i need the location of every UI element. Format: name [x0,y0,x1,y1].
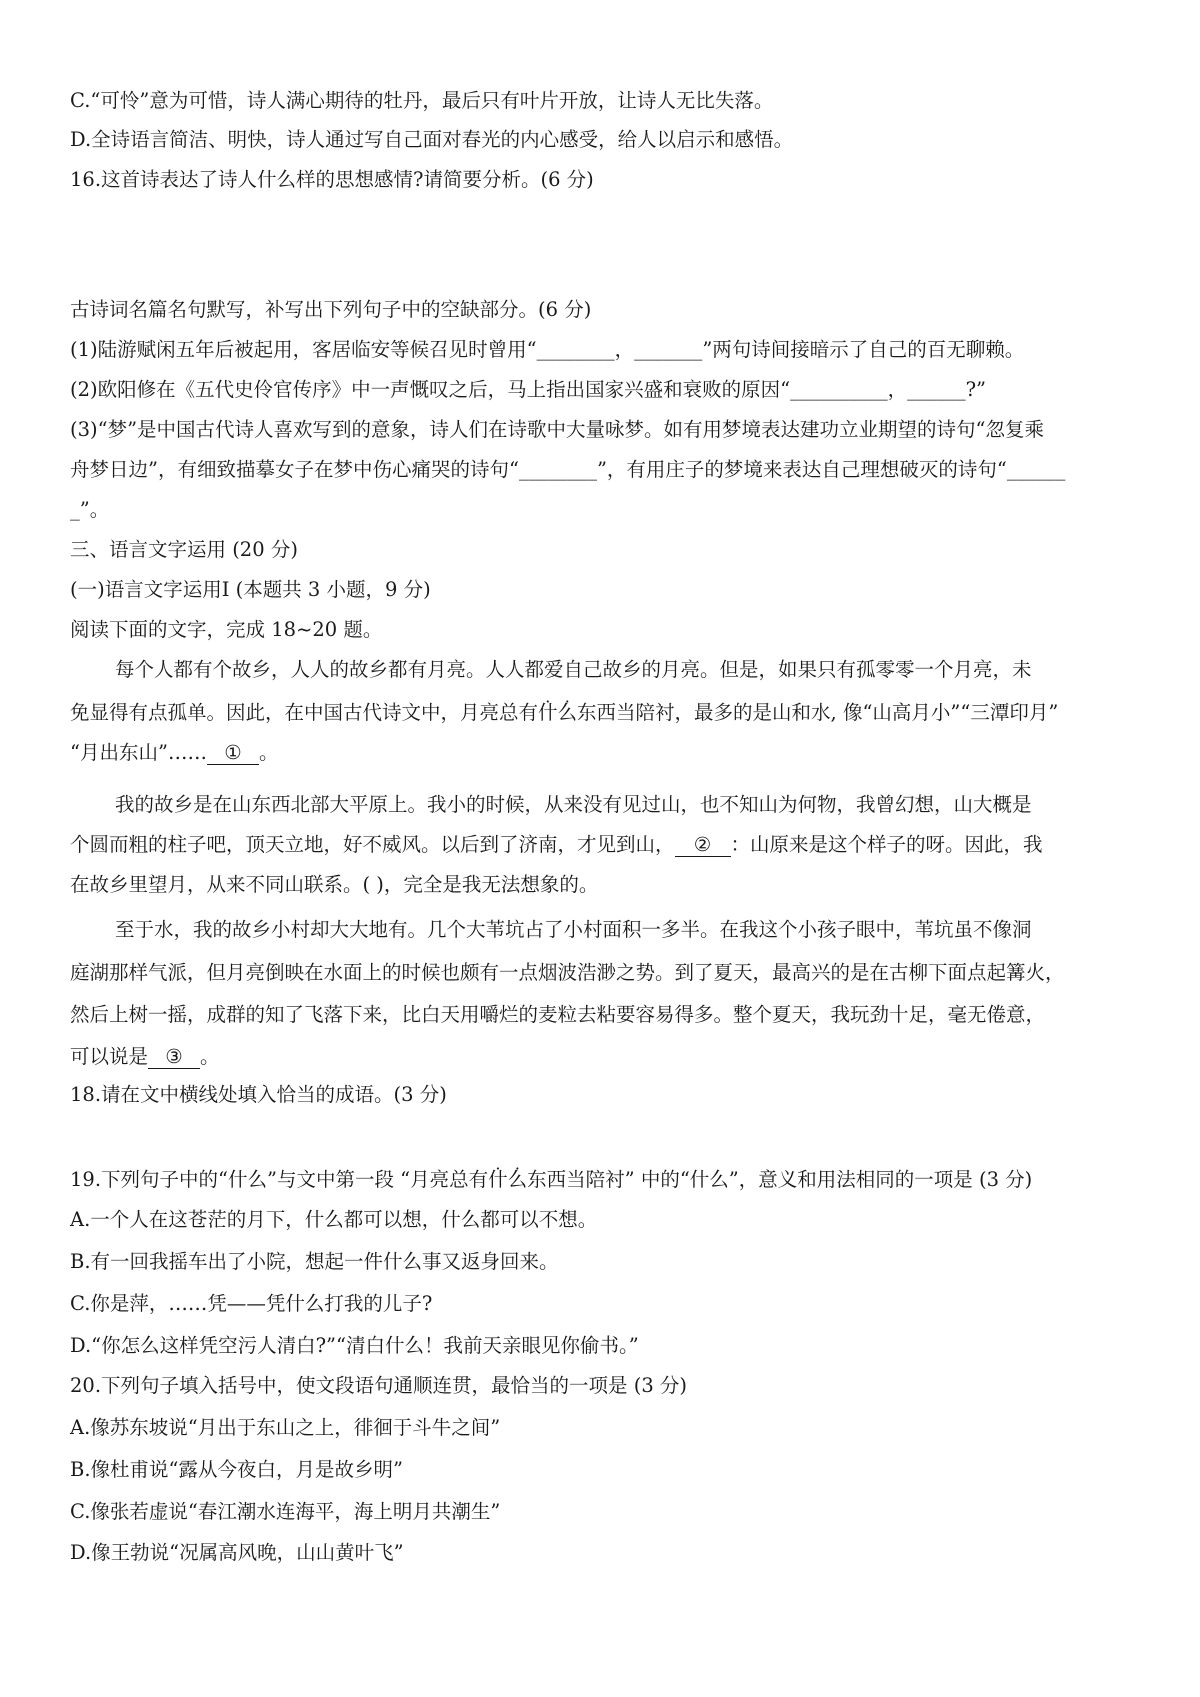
passage-p2-line-3: 在故乡里望月，从来不同山联系。( )，完全是我无法想象的。 [70,873,599,896]
q19-stem [70,1165,1032,1195]
q16-question: 16.这首诗表达了诗人什么样的思想感情?请简要分析。(6 分) [70,168,594,191]
q17-item-3-line-2: 舟梦日边”，有细致描摹女子在梦中伤心痛哭的诗句“________”，有用庄子的梦境来表达自己理想破灭的诗句“______ [70,458,1066,481]
passage-p2-line-1: 我的故乡是在山东西北部大平原上。我小的时候，从来没有见过山，也不知山为何物，我曾幻想，山大概是 [115,793,1032,816]
question-text: 东西当陪衬” 中的“什么”，意义和用法相同的一项是 (3 分) [527,1168,1033,1191]
blank-3: ③ [148,1046,200,1069]
passage-p3-line-3: 然后上树一摇，成群的知了飞落下来，比白天用嚼烂的麦粒去粘要容易得多。整个夏天，我玩劲十足，毫无倦意， [70,1003,1046,1026]
passage-text: 东西当陪衬，最多的是山和水, 像“山高月小”“三潭印月” [577,701,1059,724]
q20-stem: 20.下列句子填入括号中，使文段语句通顺连贯，最恰当的一项是 (3 分) [70,1374,688,1397]
q17-item-3-line-1: (3)“梦”是中国古代诗人喜欢写到的意象，诗人们在诗歌中大量咏梦。如有用梦境表达建功立业期望的诗句“忽复乘 [70,418,1045,441]
emphasis-char: 什 [488,1168,508,1191]
emphasis-char: 么 [557,701,578,724]
passage-text: 免显得有点孤单。因此，在中国古代诗文中，月亮总有 [70,701,539,724]
q20-option-d: D.像王勃说“况属高风晚，山山黄叶飞” [70,1541,404,1564]
blank-2: ② [675,834,731,857]
blank-1: ① [207,742,259,765]
passage-p3-line-1: 至于水，我的故乡小村却大大地有。几个大苇坑占了小村面积一多半。在我这个小孩子眼中，苇坑虽不像洞 [115,918,1032,941]
q17-item-3-line-3: _”。 [70,498,110,521]
emphasis-char: 什 [538,701,558,724]
passage-p1-line-2 [70,698,1058,728]
question-text: 19.下列句子中的“什么”与文中第一段 “月亮总有 [70,1168,489,1191]
q15-option-d: D.全诗语言简洁、明快，诗人通过写自己面对春光的内心感受，给人以启示和感悟。 [70,128,794,151]
q20-option-b: B.像杜甫说“露从今夜白，月是故乡明” [70,1458,403,1481]
q18-question: 18.请在文中横线处填入恰当的成语。(3 分) [70,1083,447,1106]
passage-text: “月出东山”…… [70,741,207,764]
q17-intro: 古诗词名篇名句默写，补写出下列句子中的空缺部分。(6 分) [70,298,592,321]
q17-item-2: (2)欧阳修在《五代史伶官传序》中一声慨叹之后，马上指出国家兴盛和衰败的原因“__________，______?” [70,378,987,401]
section-3-subtitle: (一)语言文字运用Ⅰ (本题共 3 小题，9 分) [70,578,431,601]
q19-option-d: D.“你怎么这样凭空污人清白?”“清白什么！我前天亲眼见你偷书。” [70,1334,639,1357]
passage-text: 个圆而粗的柱子吧，顶天立地，好不威风。以后到了济南，才见到山， [70,833,675,856]
section-3-title: 三、语言文字运用 (20 分) [70,538,298,561]
q17-item-1: (1)陆游赋闲五年后被起用，客居临安等候召见时曾用“________，_______”两句诗间接暗示了自己的百无聊赖。 [70,338,1025,361]
passage-p3-line-4 [70,1042,220,1072]
q20-option-a: A.像苏东坡说“月出于东山之上，徘徊于斗牛之间” [70,1416,501,1439]
reading-instruction: 阅读下面的文字，完成 18~20 题。 [70,618,383,641]
passage-text: 。 [258,741,279,764]
passage-p1-line-3 [70,738,278,768]
q19-option-c: C.你是萍，……凭——凭什么打我的儿子? [70,1292,433,1315]
passage-text: 可以说是 [70,1045,149,1068]
q19-option-b: B.有一回我摇车出了小院，想起一件什么事又返身回来。 [70,1250,559,1273]
q15-option-c: C.“可怜”意为可惜，诗人满心期待的牡丹，最后只有叶片开放，让诗人无比失落。 [70,89,774,112]
q19-option-a: A.一个人在这苍茫的月下，什么都可以想，什么都可以不想。 [70,1208,598,1231]
emphasis-char: 么 [507,1168,528,1191]
passage-text: ：山原来是这个样子的呀。因此，我 [730,833,1043,856]
passage-text: 。 [200,1045,220,1068]
passage-p1-line-1: 每个人都有个故乡，人人的故乡都有月亮。人人都爱自己故乡的月亮。但是，如果只有孤零零一个月亮，未 [115,658,1032,681]
passage-p2-line-2 [70,830,1043,860]
passage-p3-line-2: 庭湖那样气派，但月亮倒映在水面上的时候也颇有一点烟波浩渺之势。到了夏天，最高兴的是在古柳下面点起篝火， [70,961,1065,984]
q20-option-c: C.像张若虚说“春江潮水连海平，海上明月共潮生” [70,1500,501,1523]
